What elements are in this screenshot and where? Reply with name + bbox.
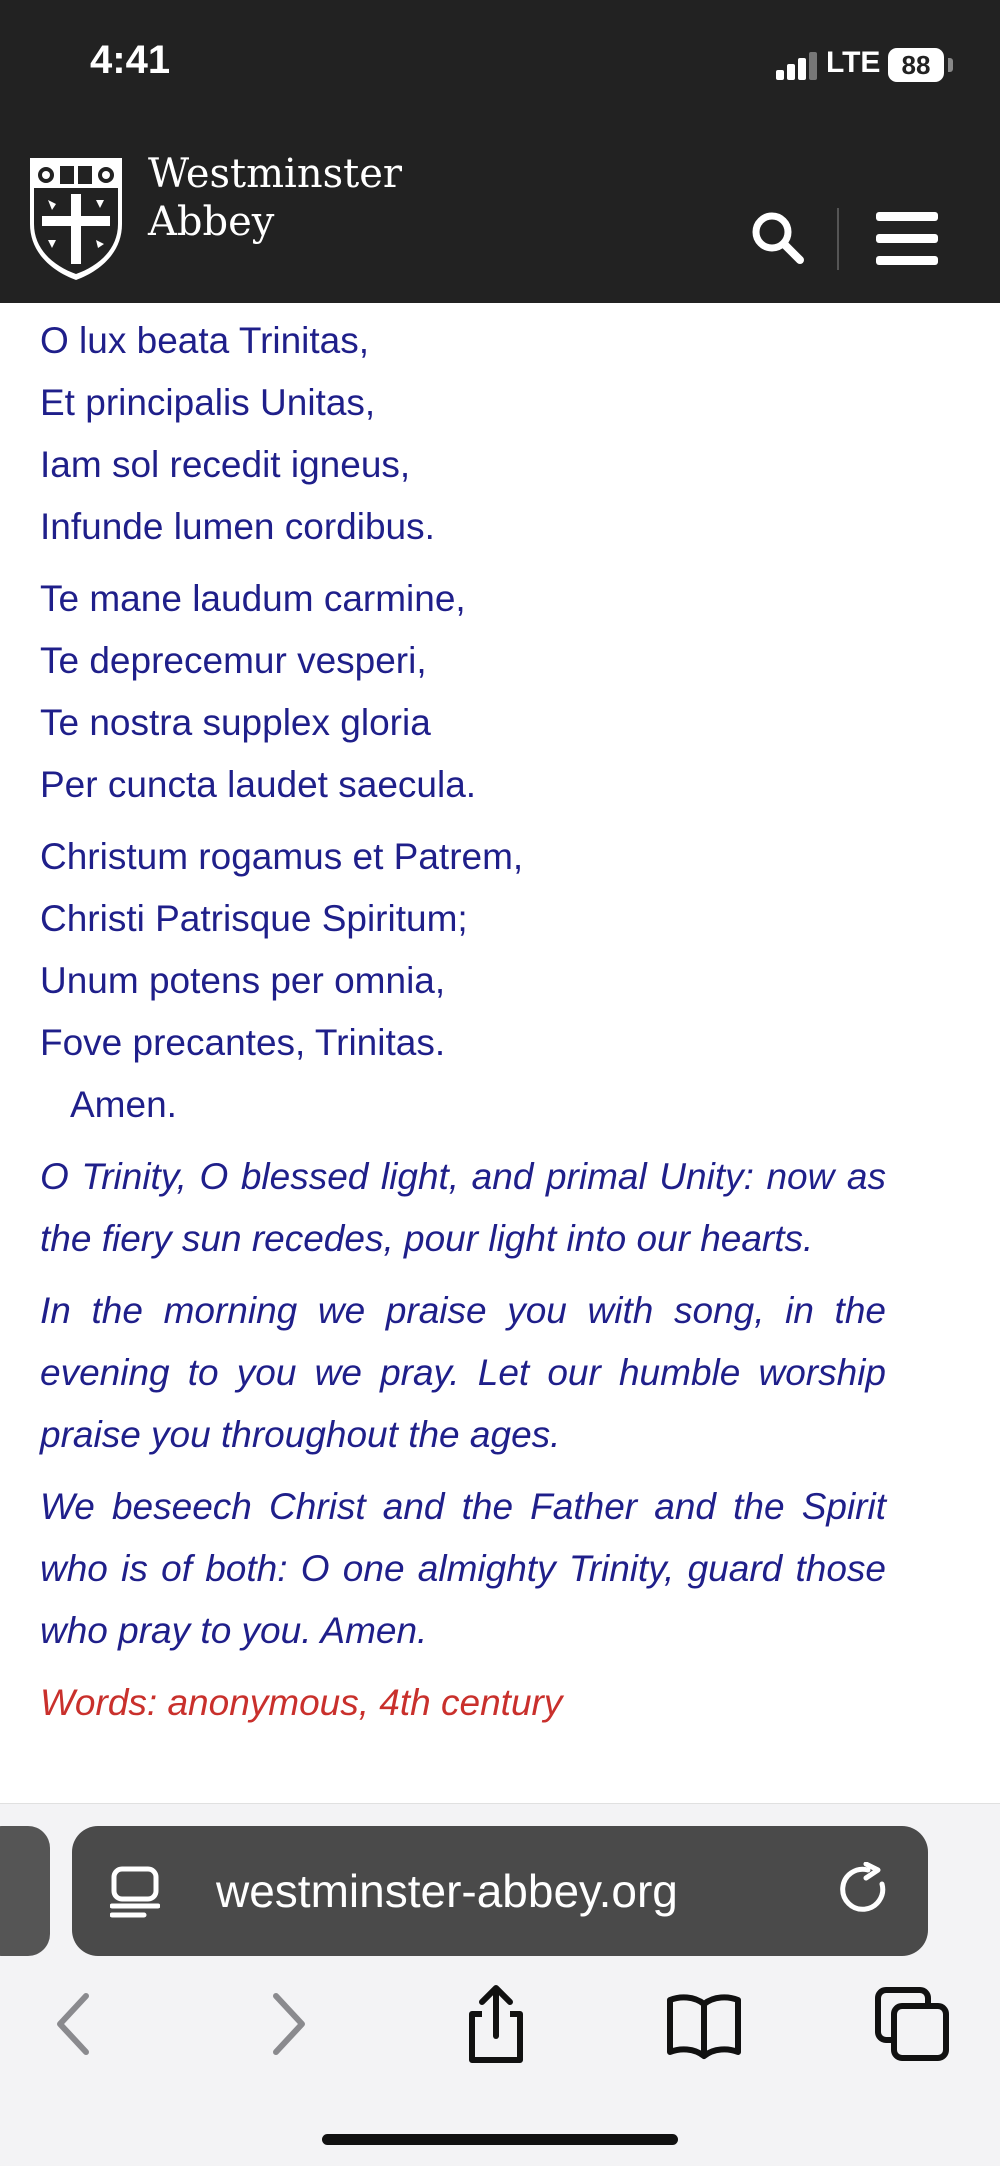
translation-paragraph-3: We beseech Christ and the Father and the Spirit who is of both: O one almighty Trinity, guard those who pray to you. Amen. (40, 1486, 886, 1651)
logo-line-1: Westminster (148, 151, 403, 197)
bookmarks-icon[interactable] (664, 1984, 744, 2064)
verse-line: Infunde lumen cordibus. (40, 506, 435, 547)
status-bar (0, 0, 1000, 120)
search-icon[interactable] (748, 208, 806, 266)
verse-line: Te mane laudum carmine, (40, 578, 466, 619)
header-divider (837, 208, 839, 270)
share-icon[interactable] (456, 1984, 536, 2064)
back-icon[interactable] (34, 1984, 114, 2064)
hymn-content (40, 310, 886, 1734)
verse-line: Unum potens per omnia, (40, 960, 446, 1001)
amen-line: Amen. (70, 1084, 177, 1125)
verse-line: Et principalis Unitas, (40, 382, 376, 423)
abbey-shield-icon[interactable] (26, 154, 126, 282)
reload-icon[interactable] (838, 1862, 894, 1918)
home-indicator (322, 2134, 678, 2145)
verse-line: O lux beata Trinitas, (40, 320, 370, 361)
translation-paragraph-2: In the morning we praise you with song, in the evening to you we pray. Let our humble worship praise you throughout the ages. (40, 1290, 886, 1455)
battery-icon: 88 (888, 48, 944, 82)
network-label: LTE (826, 46, 881, 79)
verse-line: Per cuncta laudet saecula. (40, 764, 477, 805)
logo-line-2: Abbey (148, 199, 275, 245)
status-time: 4:41 (90, 38, 171, 82)
verse-line: Te nostra supplex gloria (40, 702, 431, 743)
menu-icon[interactable] (876, 210, 938, 266)
site-header (0, 120, 1000, 303)
latin-verse-1 (40, 310, 886, 558)
verse-line: Fove precantes, Trinitas. (40, 1022, 446, 1063)
verse-line: Iam sol recedit igneus, (40, 444, 411, 485)
verse-line: Christi Patrisque Spiritum; (40, 898, 468, 939)
verse-line: Christum rogamus et Patrem, (40, 836, 524, 877)
reader-mode-icon[interactable] (110, 1866, 160, 1918)
verse-line: Te deprecemur vesperi, (40, 640, 427, 681)
signal-icon (776, 50, 818, 80)
tabs-icon[interactable] (872, 1984, 952, 2064)
address-bar[interactable] (72, 1826, 928, 1956)
latin-verse-2 (40, 568, 886, 816)
browser-bottom-bar (0, 1803, 1000, 2166)
url-text: westminster-abbey.org (216, 1865, 678, 1917)
site-logo-text[interactable] (148, 150, 402, 246)
forward-icon[interactable] (248, 1984, 328, 2064)
latin-verse-3 (40, 826, 886, 1136)
previous-tab-preview[interactable] (0, 1826, 50, 1956)
translation-paragraph-1: O Trinity, O blessed light, and primal Unity: now as the fiery sun recedes, pour light into our hearts. (40, 1156, 886, 1259)
battery-tip (948, 58, 953, 72)
words-credit: Words: anonymous, 4th century (40, 1682, 563, 1723)
